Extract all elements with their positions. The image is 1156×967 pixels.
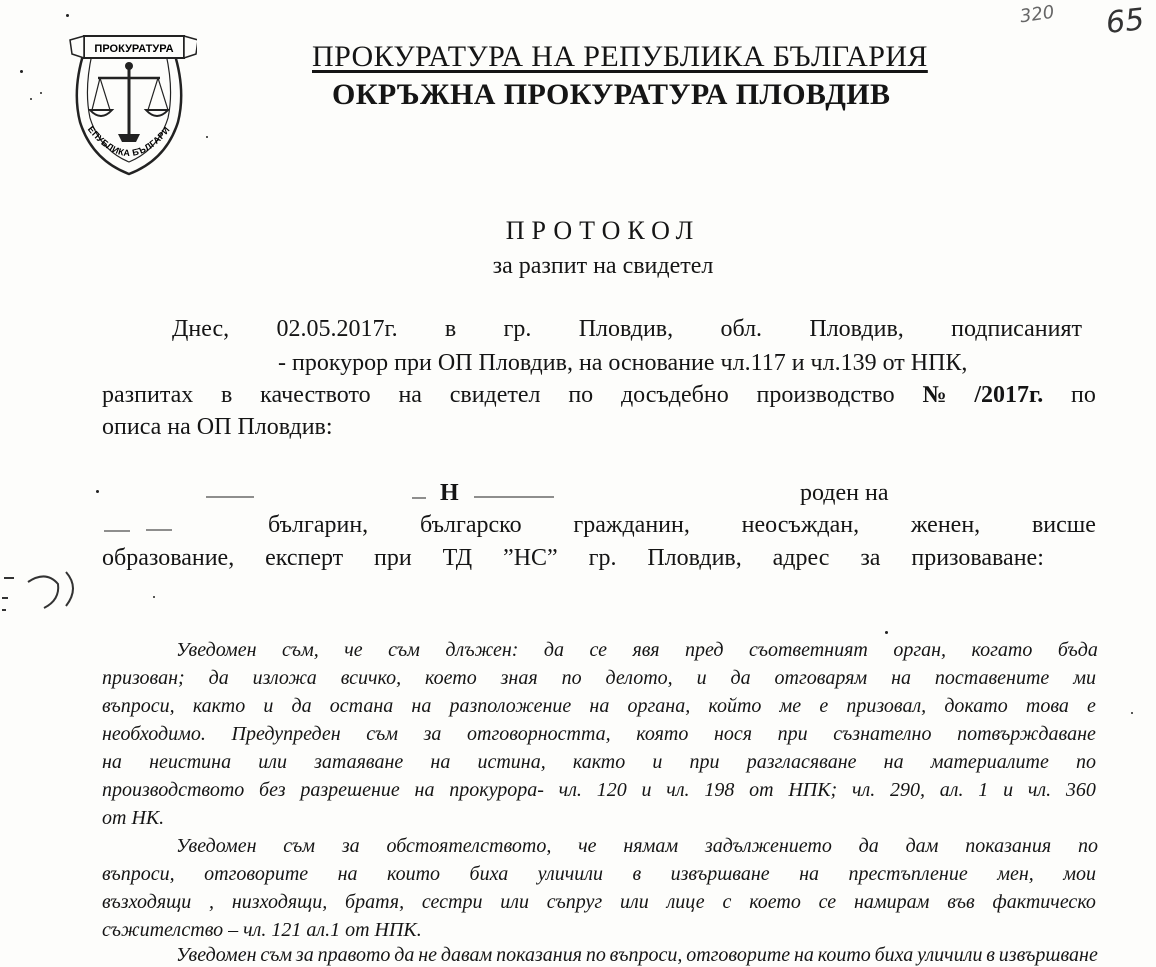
warning-word: и	[652, 751, 663, 773]
warning-word: уличили	[917, 944, 983, 966]
warning-word: да	[730, 667, 751, 689]
warning-word: мен,	[997, 863, 1034, 885]
header-office: ОКРЪЖНА ПРОКУРАТУРА ПЛОВДИВ	[332, 78, 891, 111]
warning-line	[102, 891, 1096, 914]
warning-word: от	[749, 779, 774, 801]
intro-word: Пловдив,	[578, 316, 674, 342]
warning-word: на	[794, 944, 814, 966]
warning-word: 360	[1065, 779, 1096, 801]
warning-word: когато	[971, 639, 1033, 661]
warning-word: на	[337, 863, 358, 885]
warning-word: Уведомен	[176, 639, 257, 661]
warning-word: обстоятелството,	[386, 835, 552, 857]
warning-word: отговорите	[204, 863, 309, 885]
warning-word: съм,	[281, 639, 319, 661]
warning-word: разположение	[449, 695, 572, 717]
warning-word: 1	[978, 779, 989, 801]
warning-word: производството	[102, 779, 245, 801]
intro-line-3	[102, 382, 1096, 409]
warning-word: мои	[1063, 863, 1096, 885]
warning-line: от НК.	[102, 807, 165, 829]
warning-word: призован;	[102, 667, 185, 689]
warning-word: и	[641, 779, 652, 801]
warning-word: или	[620, 891, 649, 913]
warning-word: биха	[469, 863, 509, 885]
warning-word: чл.	[851, 779, 876, 801]
intro-word: по	[568, 382, 594, 408]
warning-word: органа,	[627, 695, 691, 717]
warning-word: съответният	[748, 639, 868, 661]
case-number-year: /2017г.	[974, 382, 1044, 408]
warning-word: отговорите	[686, 944, 791, 966]
intro-word: свидетел	[449, 382, 541, 408]
warning-word: показания	[496, 944, 583, 966]
redaction-residue	[474, 496, 554, 498]
warning-word: сестри	[421, 891, 483, 913]
warning-word: да	[858, 835, 879, 857]
witness-word: българин,	[268, 512, 369, 538]
witness-word: адрес	[772, 545, 830, 571]
warning-word: и	[263, 695, 274, 717]
warning-word: зная	[500, 667, 538, 689]
warning-word: съм	[283, 835, 316, 857]
warning-line	[102, 863, 1096, 886]
scan-speck	[20, 70, 23, 73]
warning-word: длъжен:	[445, 639, 519, 661]
warning-word: и	[1003, 779, 1014, 801]
warning-word: разрешение	[300, 779, 400, 801]
witness-word: призоваване:	[911, 545, 1044, 571]
warning-line	[102, 667, 1096, 690]
witness-word: гражданин,	[573, 512, 690, 538]
warning-word: по	[1077, 835, 1098, 857]
warning-word: орган,	[893, 639, 947, 661]
warning-word: за	[341, 835, 360, 857]
warning-word: се	[818, 891, 837, 913]
warning-line	[102, 779, 1096, 802]
warning-word: въпроси,	[102, 695, 175, 717]
warning-word: на	[430, 751, 451, 773]
warning-word: това	[1025, 695, 1069, 717]
warning-word: отговорността,	[467, 723, 611, 745]
scan-speck	[885, 631, 888, 634]
scan-speck	[206, 136, 208, 138]
witness-word: неосъждан,	[741, 512, 860, 538]
redaction-residue	[146, 529, 172, 531]
warning-word: по	[585, 944, 606, 966]
intro-word: качеството	[260, 382, 371, 408]
witness-word: за	[860, 545, 881, 571]
warning-word: правото	[317, 944, 391, 966]
handwritten-page-number: 65	[1104, 2, 1146, 41]
intro-word: Пловдив,	[809, 316, 904, 342]
warning-word: разгласяване	[746, 751, 857, 773]
warning-word: съм	[260, 944, 293, 966]
intro-line-4: описа на ОП Пловдив:	[102, 414, 333, 440]
warning-word: който	[708, 695, 762, 717]
intro-word: 02.05.2017г.	[276, 316, 398, 342]
redaction-residue	[104, 530, 130, 532]
warning-word: въпроси,	[102, 863, 175, 885]
warning-word: 198	[704, 779, 735, 801]
witness-word: българско	[419, 512, 522, 538]
scan-speck	[153, 596, 155, 598]
warning-word: затаяване	[314, 751, 404, 773]
warning-word: низходящи,	[231, 891, 328, 913]
warning-word: съм	[388, 639, 420, 661]
warning-word: извършване	[670, 863, 770, 885]
case-number-sign: №	[922, 382, 947, 408]
witness-word: гр.	[588, 545, 617, 571]
warning-word: и	[696, 667, 707, 689]
scan-speck	[66, 14, 69, 17]
warning-word: както	[572, 751, 626, 773]
witness-word: Пловдив,	[647, 545, 742, 571]
warning-word: лице	[666, 891, 705, 913]
warning-word: в	[632, 863, 642, 885]
intro-word: на	[398, 382, 422, 408]
warning-line	[176, 944, 1098, 967]
warning-word: престъпление	[848, 863, 968, 885]
warning-word: всичко,	[340, 667, 402, 689]
warning-word: на	[411, 695, 432, 717]
intro-word: досъдебно	[620, 382, 729, 408]
warning-line	[102, 723, 1096, 746]
warning-word: нямам	[623, 835, 679, 857]
warning-word: съпруг	[546, 891, 603, 913]
warning-word: в	[986, 944, 995, 966]
warning-line	[176, 835, 1098, 858]
warning-word: уличили	[537, 863, 603, 885]
warning-word: възходящи	[102, 891, 192, 913]
intro-word: разпитах	[102, 382, 194, 408]
warning-word: при	[689, 751, 720, 773]
warning-word: е	[819, 695, 829, 717]
header-institution: ПРОКУРАТУРА НА РЕПУБЛИКА БЪЛГАРИЯ	[312, 40, 928, 73]
warning-word: фактическо	[992, 891, 1096, 913]
warning-word: или	[500, 891, 529, 913]
scan-speck	[40, 92, 42, 94]
handwritten-archive-number: 320	[1018, 1, 1056, 28]
warning-word: на	[102, 751, 122, 773]
warning-word: 120	[596, 779, 627, 801]
warning-word: поставените	[934, 667, 1050, 689]
warning-word: бъда	[1057, 639, 1098, 661]
warning-word: във	[947, 891, 975, 913]
witness-word: висше	[1031, 512, 1096, 538]
warning-word: Предупреден	[231, 723, 341, 745]
warning-word: необходимо.	[102, 723, 206, 745]
intro-line-1	[172, 316, 1082, 343]
warning-word: което	[749, 891, 801, 913]
warning-word: изложа	[252, 667, 317, 689]
warning-word: неистина	[149, 751, 232, 773]
emblem-arc-text: ЕПУБЛИКА БЪЛГАРИ	[85, 124, 172, 159]
witness-word: експерт	[265, 545, 344, 571]
redaction-residue	[412, 497, 426, 499]
warning-word: която	[636, 723, 689, 745]
warning-word: материалите	[930, 751, 1049, 773]
warning-word: НПК;	[788, 779, 838, 801]
warning-word: дам	[905, 835, 939, 857]
warning-word: да	[208, 667, 229, 689]
warning-line	[176, 639, 1098, 662]
intro-word: в	[444, 316, 457, 342]
warning-word: по	[1075, 751, 1096, 773]
warning-word: остана	[329, 695, 394, 717]
emblem-banner-text: ПРОКУРАТУРА	[94, 43, 174, 55]
warning-word: за	[295, 944, 314, 966]
warning-word: ал.	[939, 779, 964, 801]
warning-word: по	[561, 667, 582, 689]
witness-word: ТД	[442, 545, 473, 571]
scan-speck	[1131, 712, 1133, 714]
warning-word: да	[543, 639, 565, 661]
warning-word: да	[291, 695, 312, 717]
intro-word: гр.	[503, 316, 532, 342]
warning-word: истина,	[477, 751, 546, 773]
warning-word: биха	[874, 944, 914, 966]
warning-word: че	[344, 639, 363, 661]
warning-word: прокурора-	[449, 779, 544, 801]
warning-word: на	[891, 667, 911, 689]
scan-speck	[30, 98, 32, 100]
witness-line-2	[268, 512, 1096, 539]
intro-word: Днес,	[172, 316, 230, 342]
warning-word: да	[394, 944, 415, 966]
warning-word: при	[777, 723, 808, 745]
warning-word: които	[387, 863, 441, 885]
warning-word: пред	[685, 639, 724, 661]
warning-word: се	[589, 639, 608, 661]
intro-word: производство	[756, 382, 895, 408]
intro-word: по	[1071, 382, 1096, 408]
prosecution-emblem	[62, 30, 197, 178]
scan-speck	[96, 490, 99, 493]
warning-word: извършване	[998, 944, 1098, 966]
protocol-subtitle: за разпит на свидетел	[492, 253, 714, 279]
warning-word: ме	[779, 695, 802, 717]
witness-word: при	[374, 545, 412, 571]
warning-word: че	[578, 835, 597, 857]
warning-word: докато	[944, 695, 1008, 717]
redaction-residue	[206, 496, 254, 498]
witness-word: ”НС”	[503, 545, 558, 571]
warning-word: за	[423, 723, 442, 745]
warning-word: нося	[713, 723, 753, 745]
warning-word: съм	[366, 723, 399, 745]
warning-word: или	[258, 751, 287, 773]
warning-word: въпроси,	[609, 944, 683, 966]
warning-word: отговарям	[774, 667, 868, 689]
warning-word: давам	[440, 944, 493, 966]
warning-word: явя	[632, 639, 660, 661]
warning-word: задължението	[704, 835, 832, 857]
warning-word: показания	[965, 835, 1052, 857]
witness-word: образование,	[102, 545, 235, 571]
warning-word: чл.	[558, 779, 582, 801]
witness-line-3	[102, 545, 1044, 572]
intro-word: обл.	[720, 316, 763, 342]
warning-word: с	[722, 891, 732, 913]
witness-initial: Н	[440, 480, 459, 506]
warning-word: съзнателно	[833, 723, 932, 745]
warning-word: е	[1087, 695, 1096, 717]
witness-word: женен,	[910, 512, 981, 538]
warning-word: ми	[1073, 667, 1096, 689]
warning-word: чл.	[666, 779, 690, 801]
warning-word: на	[883, 751, 904, 773]
intro-word: в	[221, 382, 233, 408]
warning-word: 290,	[890, 779, 925, 801]
warning-word: не	[418, 944, 438, 966]
protocol-title: ПРОТОКОЛ	[505, 216, 701, 245]
warning-line: съжителство – чл. 121 ал.1 от НПК.	[102, 919, 422, 941]
margin-hole-punch-marks	[0, 560, 90, 630]
warning-word: потвърждаване	[957, 723, 1096, 745]
warning-word: на	[589, 695, 610, 717]
intro-word: подписаният	[951, 316, 1082, 342]
warning-word: както	[192, 695, 246, 717]
warning-word: братя,	[345, 891, 405, 913]
warning-word: Уведомен	[176, 835, 257, 857]
warning-word: ,	[209, 891, 215, 913]
warning-word: на	[414, 779, 435, 801]
warning-word: които	[817, 944, 871, 966]
warning-line	[102, 695, 1096, 718]
warning-word: Уведомен	[176, 944, 257, 966]
witness-born: роден на	[800, 480, 889, 506]
warning-word: на	[799, 863, 820, 885]
intro-line-2: - прокурор при ОП Пловдив, на основание чл.117 и чл.139 от НПК,	[278, 350, 968, 376]
warning-word: което	[425, 667, 477, 689]
warning-word: делото,	[605, 667, 673, 689]
warning-word: чл.	[1027, 779, 1052, 801]
warning-word: призовал,	[846, 695, 927, 717]
warning-word: намирам	[853, 891, 930, 913]
warning-word: без	[259, 779, 286, 801]
warning-line	[102, 751, 1096, 774]
